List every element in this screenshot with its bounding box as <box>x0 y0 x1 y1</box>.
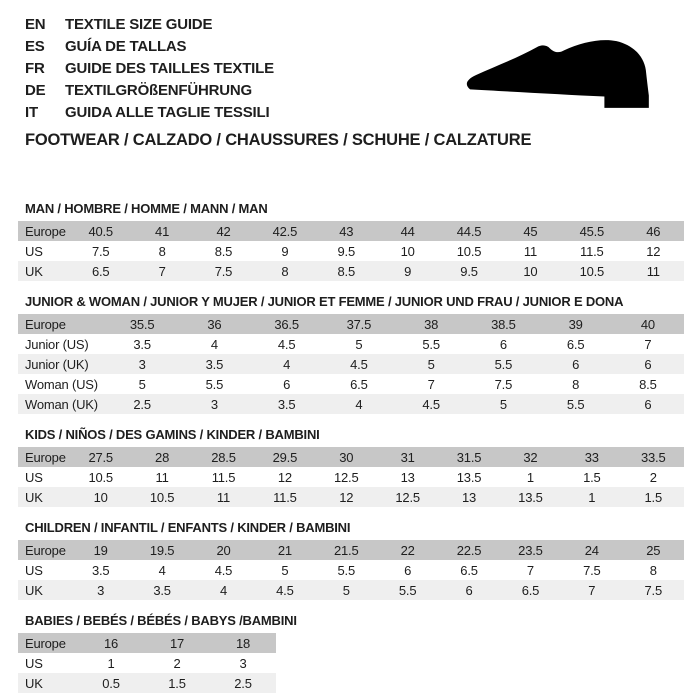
size-cell: 6 <box>572 356 580 372</box>
size-cell: 1 <box>588 489 596 505</box>
size-cell: 12.5 <box>334 469 359 485</box>
size-cell: 30 <box>339 449 354 465</box>
table-row <box>18 540 684 560</box>
size-cell: 10.5 <box>88 469 113 485</box>
size-cell: 45 <box>523 223 538 239</box>
size-table-babies <box>18 633 276 693</box>
size-cell: 44.5 <box>456 223 482 239</box>
category-title: FOOTWEAR / CALZADO / CHAUSSURES / SCHUHE / CALZATURE <box>25 131 532 149</box>
section-man <box>18 202 684 281</box>
size-cell: 3.5 <box>153 582 171 598</box>
size-cell: 4.5 <box>422 396 440 412</box>
size-cell: 6 <box>404 562 412 578</box>
size-cell: 2.5 <box>234 675 252 691</box>
table-row <box>18 261 684 281</box>
size-cell: 22.5 <box>456 542 482 558</box>
size-cell: 23.5 <box>518 542 543 558</box>
table-row <box>18 221 684 241</box>
size-cell: 5.5 <box>494 356 513 372</box>
size-table-junior-woman <box>18 314 684 414</box>
row-label: Europe <box>25 635 66 651</box>
language-code: EN <box>25 16 46 33</box>
size-cell: 17 <box>169 635 185 651</box>
size-cell: 1.5 <box>168 675 186 691</box>
table-row <box>18 241 684 261</box>
size-cell: 16 <box>103 635 119 651</box>
size-cell: 39 <box>568 316 583 332</box>
size-cell: 41 <box>155 223 170 239</box>
size-cell: 25 <box>646 542 661 558</box>
size-cell: 1 <box>526 469 534 485</box>
size-cell: 6.5 <box>521 582 540 598</box>
row-label: US <box>25 655 43 671</box>
size-cell: 11 <box>216 489 231 505</box>
table-row <box>18 560 684 580</box>
size-cell: 7.5 <box>644 582 662 598</box>
language-code: FR <box>25 60 45 77</box>
size-cell: 5.5 <box>422 336 440 352</box>
size-cell: 5 <box>281 562 289 578</box>
size-cell: 42 <box>216 223 231 239</box>
size-cell: 40.5 <box>88 223 113 239</box>
row-label: UK <box>25 489 43 505</box>
table-row <box>18 374 684 394</box>
size-cell: 31.5 <box>456 449 482 465</box>
size-cell: 1.5 <box>644 489 662 505</box>
size-cell: 28 <box>155 449 170 465</box>
language-row-en <box>25 14 684 36</box>
size-cell: 43 <box>339 223 354 239</box>
table-row <box>18 633 276 653</box>
size-cell: 10 <box>523 263 538 279</box>
size-cell: 10.5 <box>456 243 482 259</box>
size-cell: 6.5 <box>566 336 585 352</box>
row-label: Junior (UK) <box>25 356 89 372</box>
size-cell: 2 <box>649 469 657 485</box>
size-cell: 11 <box>523 243 537 259</box>
size-cell: 5.5 <box>205 376 224 392</box>
row-label: US <box>25 243 43 259</box>
size-cell: 6.5 <box>91 263 110 279</box>
size-cell: 20 <box>216 542 231 558</box>
header <box>18 14 684 150</box>
language-title: GUÍA DE TALLAS <box>65 38 187 55</box>
size-cell: 40 <box>640 316 655 332</box>
size-cell: 6 <box>499 336 507 352</box>
section-babies <box>18 614 684 693</box>
size-cell: 5 <box>427 356 435 372</box>
size-cell: 6 <box>644 396 652 412</box>
dress-shoe-icon <box>462 36 666 114</box>
size-cell: 8.5 <box>639 376 657 392</box>
size-cell: 9.5 <box>337 243 355 259</box>
size-cell: 0.5 <box>102 675 120 691</box>
size-table-kids <box>18 447 684 507</box>
row-label: Junior (US) <box>25 336 89 352</box>
size-cell: 8 <box>649 562 657 578</box>
table-row <box>18 580 684 600</box>
size-cell: 7 <box>427 376 435 392</box>
size-cell: 8.5 <box>337 263 355 279</box>
size-cell: 7 <box>158 263 166 279</box>
section-title: JUNIOR & WOMAN / JUNIOR Y MUJER / JUNIOR ET FEMME / JUNIOR UND FRAU / JUNIOR E DONA <box>25 294 624 309</box>
size-cell: 9.5 <box>460 263 478 279</box>
size-cell: 5 <box>355 336 363 352</box>
size-cell: 33 <box>584 449 599 465</box>
table-row <box>18 334 684 354</box>
row-label: Woman (US) <box>25 376 98 392</box>
size-cell: 13 <box>400 469 415 485</box>
size-cell: 10.5 <box>149 489 175 505</box>
language-code: IT <box>25 104 38 121</box>
size-cell: 7.5 <box>583 562 601 578</box>
row-label: US <box>25 562 43 578</box>
table-row <box>18 314 684 334</box>
size-cell: 24 <box>584 542 599 558</box>
table-row <box>18 394 684 414</box>
size-cell: 5.5 <box>566 396 585 412</box>
size-cell: 4.5 <box>214 562 233 578</box>
size-cell: 4 <box>219 582 227 598</box>
size-cell: 11.5 <box>580 243 604 259</box>
size-cell: 19 <box>93 542 108 558</box>
language-title: TEXTILE SIZE GUIDE <box>65 16 213 33</box>
size-cell: 4 <box>210 336 218 352</box>
section-kids <box>18 428 684 507</box>
size-cell: 12.5 <box>395 489 420 505</box>
size-table-man <box>18 221 684 281</box>
table-row <box>18 354 684 374</box>
size-cell: 21 <box>277 542 292 558</box>
size-cell: 3 <box>239 655 247 671</box>
size-cell: 4 <box>283 356 291 372</box>
size-cell: 13 <box>462 489 477 505</box>
size-tables <box>18 202 684 693</box>
size-cell: 7 <box>526 562 534 578</box>
size-cell: 6 <box>644 356 652 372</box>
size-cell: 12 <box>646 243 661 259</box>
size-cell: 11 <box>646 263 660 279</box>
size-cell: 13.5 <box>518 489 543 505</box>
size-cell: 45.5 <box>579 223 605 239</box>
size-cell: 1 <box>107 655 115 671</box>
language-code: ES <box>25 38 45 55</box>
size-cell: 44 <box>400 223 415 239</box>
size-cell: 42.5 <box>272 223 298 239</box>
row-label: Europe <box>25 449 66 465</box>
size-cell: 28.5 <box>211 449 236 465</box>
size-cell: 3 <box>97 582 105 598</box>
size-cell: 2 <box>173 655 181 671</box>
size-cell: 11.5 <box>273 489 297 505</box>
size-cell: 36.5 <box>274 316 299 332</box>
size-cell: 4.5 <box>277 336 296 352</box>
section-junior-woman <box>18 295 684 414</box>
table-row <box>18 673 276 693</box>
size-cell: 5 <box>342 582 350 598</box>
size-cell: 21.5 <box>334 542 359 558</box>
size-cell: 5 <box>138 376 146 392</box>
size-cell: 5.5 <box>398 582 417 598</box>
size-cell: 12 <box>277 469 292 485</box>
size-cell: 12 <box>339 489 354 505</box>
size-cell: 31 <box>400 449 415 465</box>
size-cell: 38.5 <box>491 316 516 332</box>
size-cell: 3 <box>210 396 218 412</box>
size-cell: 6 <box>465 582 473 598</box>
size-cell: 8 <box>572 376 580 392</box>
size-cell: 1.5 <box>583 469 601 485</box>
row-label: Europe <box>25 542 66 558</box>
size-cell: 3.5 <box>205 356 224 372</box>
section-title: BABIES / BEBÉS / BÉBÉS / BABYS /BAMBINI <box>25 613 297 628</box>
size-cell: 8 <box>281 263 289 279</box>
size-cell: 5.5 <box>337 562 355 578</box>
size-cell: 7 <box>588 582 596 598</box>
table-row <box>18 447 684 467</box>
language-code: DE <box>25 82 46 99</box>
size-cell: 3.5 <box>133 336 151 352</box>
section-title: MAN / HOMBRE / HOMME / MANN / MAN <box>25 201 268 216</box>
size-cell: 13.5 <box>456 469 482 485</box>
size-cell: 7 <box>644 336 652 352</box>
size-cell: 37.5 <box>346 316 372 332</box>
size-cell: 9 <box>404 263 412 279</box>
language-title: GUIDA ALLE TAGLIE TESSILI <box>65 104 270 121</box>
size-cell: 32 <box>523 449 538 465</box>
section-title: CHILDREN / INFANTIL / ENFANTS / KINDER / BAMBINI <box>25 520 351 535</box>
size-cell: 36 <box>207 316 222 332</box>
size-cell: 19.5 <box>149 542 175 558</box>
size-cell: 7.5 <box>214 263 233 279</box>
row-label: UK <box>25 582 43 598</box>
row-label: UK <box>25 675 43 691</box>
size-cell: 8.5 <box>214 243 233 259</box>
table-row <box>18 487 684 507</box>
row-label: Europe <box>25 223 66 239</box>
row-label: Europe <box>25 316 66 332</box>
size-cell: 5 <box>499 396 507 412</box>
row-label: UK <box>25 263 43 279</box>
size-cell: 9 <box>281 243 289 259</box>
row-label: Woman (UK) <box>25 396 98 412</box>
size-cell: 6 <box>283 376 291 392</box>
size-cell: 4.5 <box>350 356 368 372</box>
size-cell: 4 <box>355 396 363 412</box>
size-cell: 22 <box>400 542 415 558</box>
size-cell: 27.5 <box>88 449 113 465</box>
size-cell: 11 <box>155 469 169 485</box>
size-cell: 2.5 <box>133 396 151 412</box>
section-title: KIDS / NIÑOS / DES GAMINS / KINDER / BAMBINI <box>25 427 320 442</box>
table-row <box>18 467 684 487</box>
size-cell: 46 <box>646 223 661 239</box>
size-cell: 3.5 <box>91 562 110 578</box>
size-cell: 6.5 <box>350 376 368 392</box>
size-cell: 10 <box>400 243 415 259</box>
section-children <box>18 521 684 600</box>
size-cell: 38 <box>424 316 439 332</box>
size-table-children <box>18 540 684 600</box>
size-cell: 10 <box>93 489 108 505</box>
size-cell: 10.5 <box>579 263 605 279</box>
size-cell: 7.5 <box>494 376 513 392</box>
row-label: US <box>25 469 43 485</box>
size-cell: 6.5 <box>460 562 478 578</box>
size-cell: 3 <box>138 356 146 372</box>
size-cell: 35.5 <box>129 316 155 332</box>
size-cell: 33.5 <box>641 449 666 465</box>
table-row <box>18 653 276 673</box>
size-cell: 8 <box>158 243 166 259</box>
size-cell: 18 <box>235 635 251 651</box>
size-cell: 3.5 <box>277 396 296 412</box>
language-title: GUIDE DES TAILLES TEXTILE <box>65 60 274 77</box>
size-cell: 4 <box>158 562 166 578</box>
size-cell: 4.5 <box>276 582 294 598</box>
size-cell: 11.5 <box>211 469 236 485</box>
language-title: TEXTILGRÖßENFÜHRUNG <box>65 82 253 99</box>
size-cell: 29.5 <box>272 449 298 465</box>
size-cell: 7.5 <box>91 243 110 259</box>
